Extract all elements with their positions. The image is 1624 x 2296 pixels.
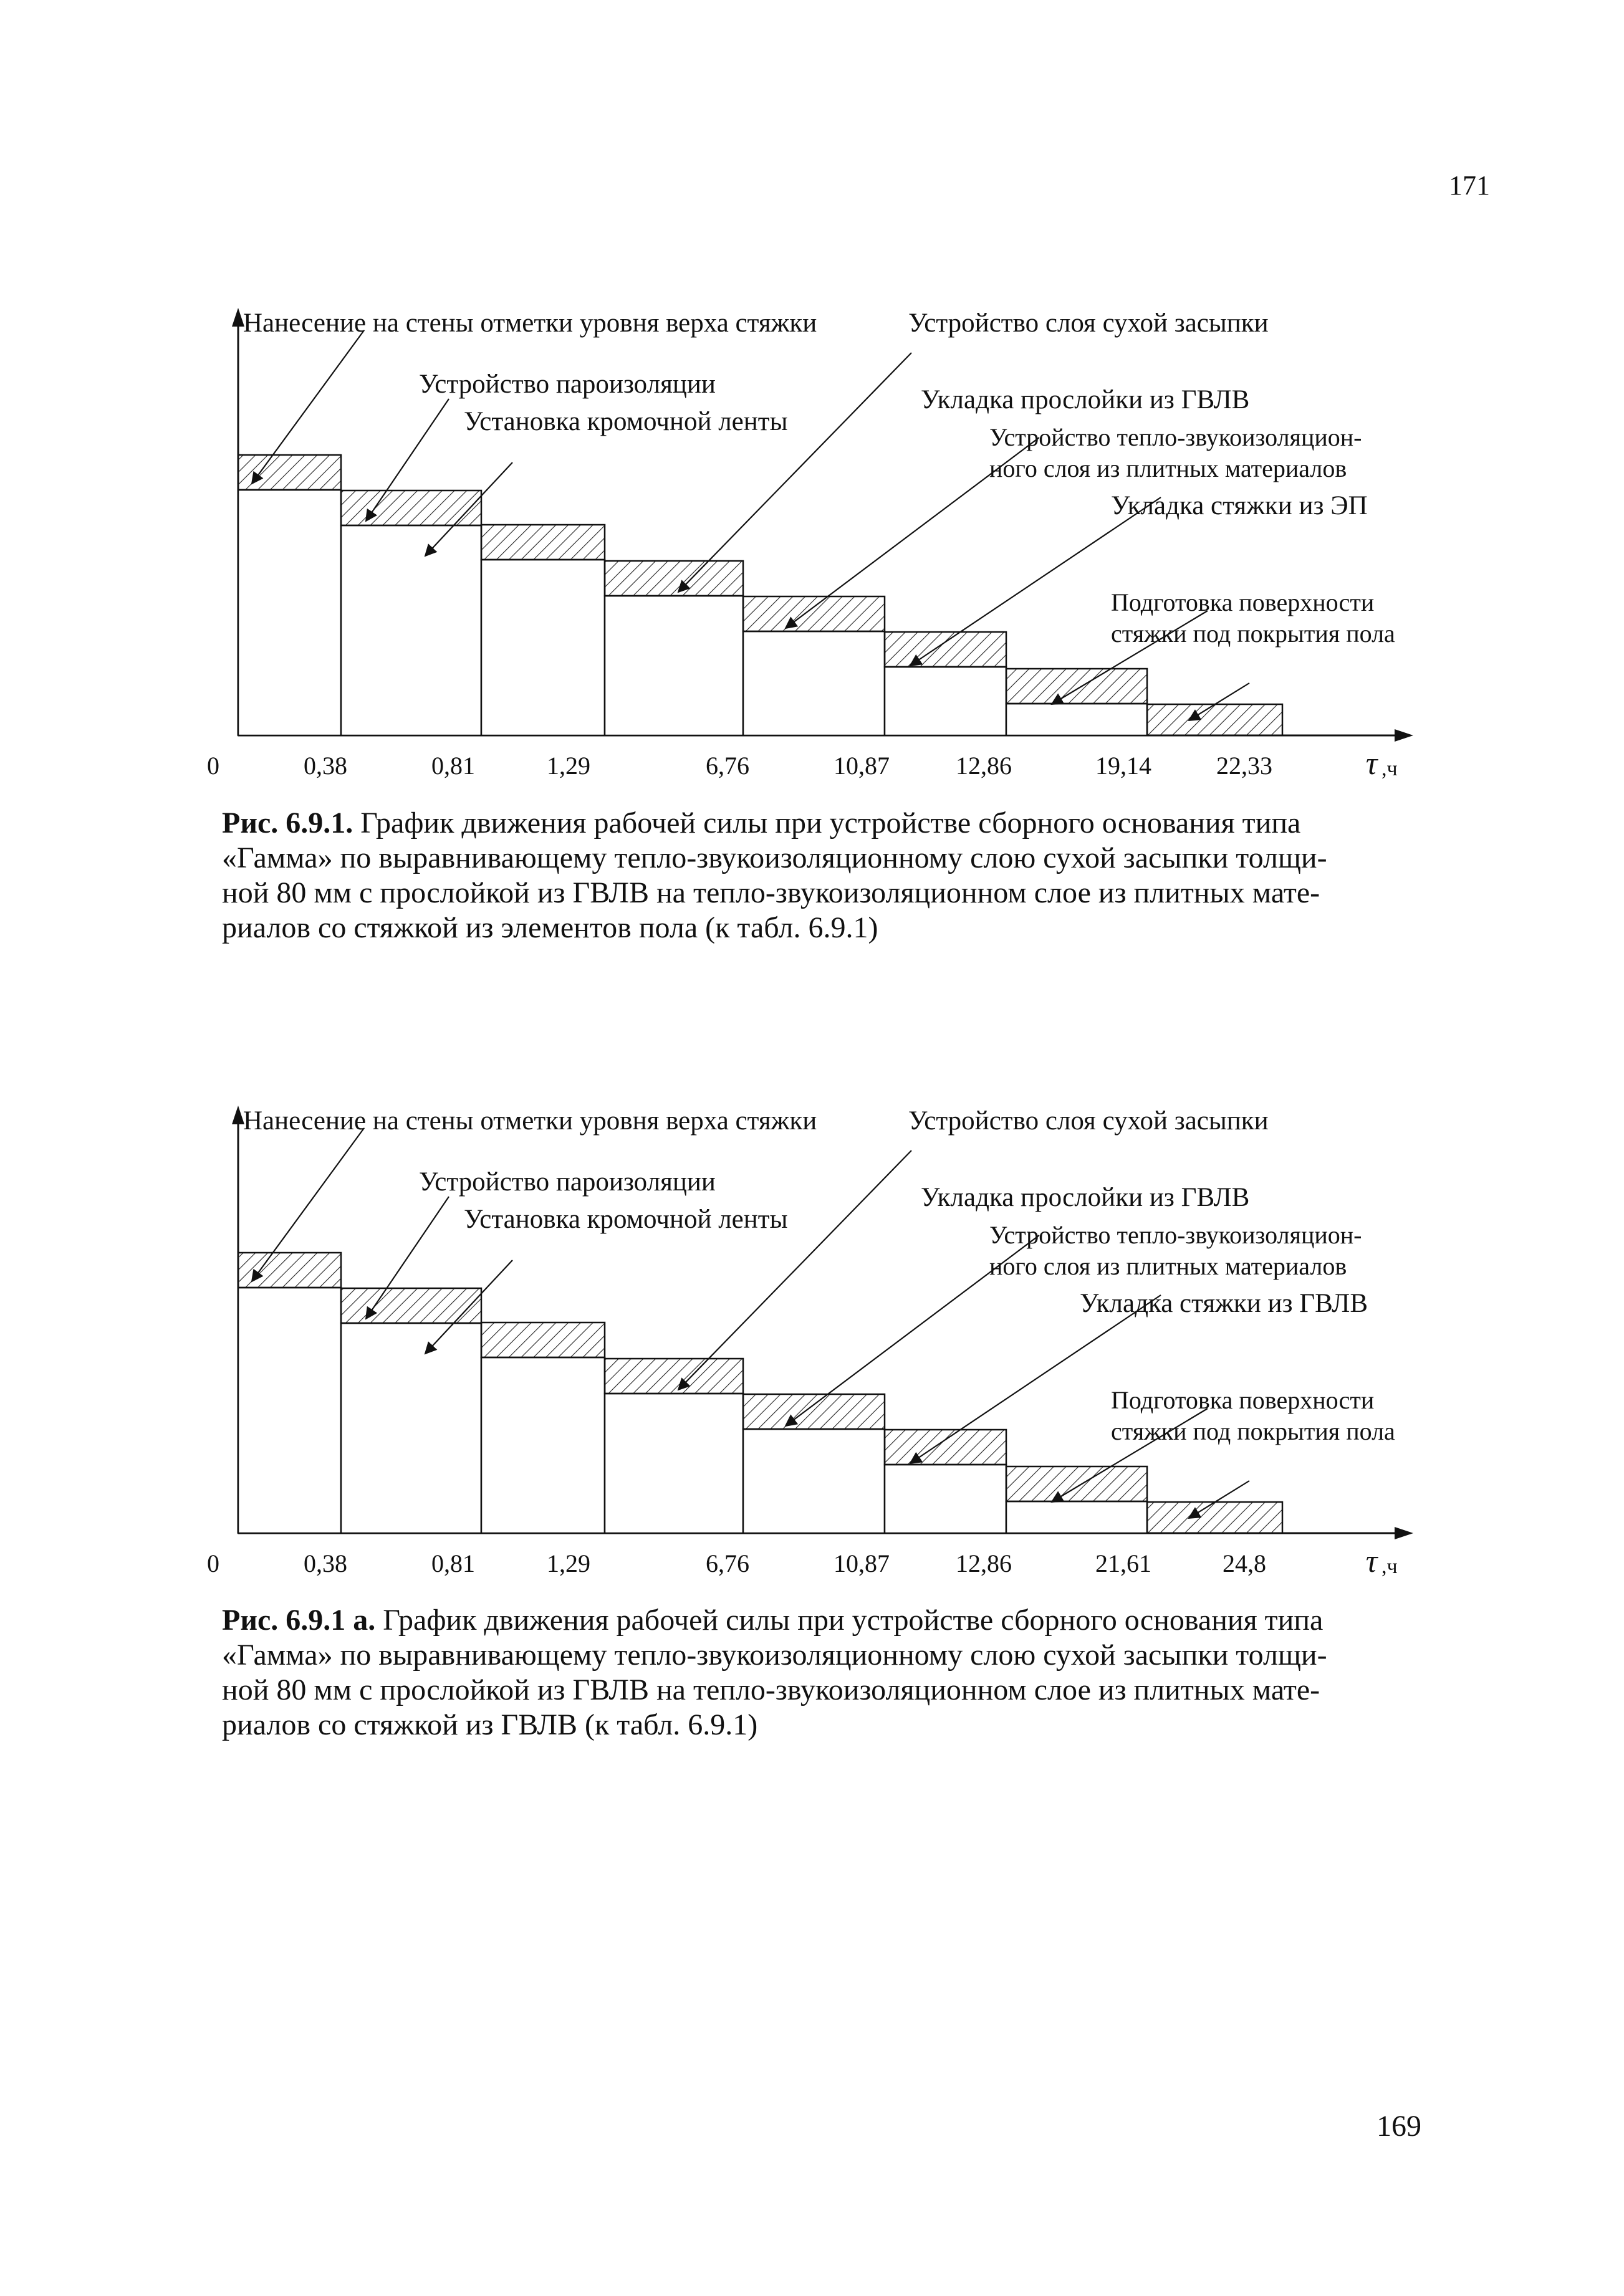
step-bar-hatched <box>743 596 885 631</box>
caption-line: ной 80 мм с прослойкой из ГВЛВ на тепло-звукоизоляционном слое из плитных мате- <box>222 1673 1320 1706</box>
label-prep-line1: Подготовка поверхности <box>1111 1386 1375 1414</box>
step-bar <box>1006 704 1147 735</box>
x-axis-arrow-icon <box>1395 1527 1413 1539</box>
label-marking: Нанесение на стены отметки уровня верха стяжки <box>243 1106 817 1136</box>
x-tick-label: 1,29 <box>547 1549 590 1577</box>
step-bar <box>238 490 341 735</box>
step-bar-hatched <box>238 1253 341 1288</box>
x-tick-label: 0,81 <box>431 752 475 780</box>
step-bar-hatched <box>743 1394 885 1429</box>
x-tick-label: 24,8 <box>1223 1549 1266 1577</box>
step-bar-hatched <box>1147 704 1282 735</box>
x-axis-arrow-icon <box>1395 729 1413 742</box>
label-screed: Укладка стяжки из ГВЛВ <box>1080 1289 1368 1318</box>
caption-line: График движения рабочей силы при устройстве сборного основания типа <box>360 806 1301 839</box>
y-axis-arrow-icon <box>232 308 244 327</box>
caption-line: риалов со стяжкой из ГВЛВ (к табл. 6.9.1) <box>222 1708 758 1741</box>
step-bar <box>1006 1501 1147 1533</box>
label-vapor-barrier: Устройство пароизоляции <box>419 370 716 399</box>
step-bar-hatched <box>605 561 743 596</box>
label-prep-line1: Подготовка поверхности <box>1111 588 1375 616</box>
label-insulation-line2: ного слоя из плитных материалов <box>989 1252 1347 1280</box>
y-axis-arrow-icon <box>232 1106 244 1124</box>
step-bar <box>605 1394 743 1533</box>
step-bar-hatched <box>341 1288 481 1323</box>
label-gvlv-layer: Укладка прослойки из ГВЛВ <box>921 385 1250 414</box>
caption-line: «Гамма» по выравнивающему тепло-звукоизоляционному слою сухой засыпки толщи- <box>222 1638 1327 1672</box>
label-insulation-line1: Устройство тепло-звукоизоляцион- <box>989 423 1362 451</box>
caption-line: риалов со стяжкой из элементов пола (к табл. 6.9.1) <box>222 911 878 944</box>
page-number-top: 171 <box>1449 170 1490 201</box>
step-bar <box>341 525 481 735</box>
step-bar-hatched <box>341 490 481 525</box>
step-bar <box>481 560 605 735</box>
x-axis-unit: ,ч <box>1381 757 1398 780</box>
label-marking: Нанесение на стены отметки уровня верха стяжки <box>243 309 817 338</box>
step-bar <box>605 596 743 735</box>
x-axis-unit: ,ч <box>1381 1555 1398 1578</box>
step-chart-svg <box>206 1097 1453 1614</box>
step-chart-svg <box>206 299 1453 816</box>
chart-figure-2 <box>206 1097 1453 1614</box>
caption-line: «Гамма» по выравнивающему тепло-звукоизоляционному слою сухой засыпки толщи- <box>222 841 1327 874</box>
x-tick-label: 0,81 <box>431 1549 475 1577</box>
x-tick-label: 0,38 <box>304 1549 347 1577</box>
label-dry-fill: Устройство слоя сухой засыпки <box>908 1106 1269 1136</box>
x-tick-label: 10,87 <box>834 1549 890 1577</box>
step-bar-hatched <box>1147 1502 1282 1533</box>
caption-figure-1 <box>222 806 1425 945</box>
step-bar <box>341 1323 481 1533</box>
step-bar-hatched <box>1006 669 1147 704</box>
x-tick-label: 10,87 <box>834 752 890 780</box>
x-axis-tau-symbol: τ <box>1365 1544 1378 1579</box>
label-edge-tape: Установка кромочной ленты <box>464 1205 788 1234</box>
x-tick-label: 22,33 <box>1216 752 1272 780</box>
step-bar-hatched <box>481 525 605 560</box>
x-tick-label: 0,38 <box>304 752 347 780</box>
label-prep-line2: стяжки под покрытия пола <box>1111 619 1395 648</box>
label-prep-line2: стяжки под покрытия пола <box>1111 1417 1395 1445</box>
label-edge-tape: Установка кромочной ленты <box>464 407 788 436</box>
x-tick-label-zero: 0 <box>207 752 219 780</box>
step-bar-hatched <box>605 1359 743 1394</box>
x-tick-label-zero: 0 <box>207 1549 219 1577</box>
label-insulation-line2: ного слоя из плитных материалов <box>989 454 1347 482</box>
step-bar <box>743 631 885 735</box>
label-vapor-barrier: Устройство пароизоляции <box>419 1167 716 1197</box>
label-dry-fill: Устройство слоя сухой засыпки <box>908 309 1269 338</box>
step-bar-hatched <box>885 1430 1006 1465</box>
caption-label: Рис. 6.9.1. <box>222 806 353 839</box>
label-insulation-line1: Устройство тепло-звукоизоляцион- <box>989 1221 1362 1249</box>
page-number-bottom: 169 <box>1377 2110 1421 2143</box>
label-gvlv-layer: Укладка прослойки из ГВЛВ <box>921 1183 1250 1212</box>
step-bar-hatched <box>238 455 341 490</box>
x-tick-label: 12,86 <box>956 752 1012 780</box>
chart-figure-1 <box>206 299 1453 816</box>
step-bar <box>885 1465 1006 1533</box>
step-bar-hatched <box>1006 1466 1147 1501</box>
x-tick-label: 6,76 <box>706 752 749 780</box>
caption-figure-2 <box>222 1603 1425 1743</box>
step-bar <box>238 1288 341 1533</box>
step-bar <box>743 1429 885 1533</box>
x-tick-label: 1,29 <box>547 752 590 780</box>
label-screed: Укладка стяжки из ЭП <box>1111 491 1368 520</box>
x-axis-tau-symbol: τ <box>1365 746 1378 782</box>
x-tick-label: 21,61 <box>1095 1549 1151 1577</box>
step-bar <box>885 667 1006 735</box>
x-tick-label: 19,14 <box>1095 752 1151 780</box>
caption-line: ной 80 мм с прослойкой из ГВЛВ на тепло-звукоизоляционном слое из плитных мате- <box>222 876 1320 909</box>
step-bar-hatched <box>885 632 1006 667</box>
caption-line: График движения рабочей силы при устройстве сборного основания типа <box>383 1604 1324 1637</box>
x-tick-label: 12,86 <box>956 1549 1012 1577</box>
caption-label: Рис. 6.9.1 а. <box>222 1604 376 1637</box>
step-bar <box>481 1357 605 1533</box>
x-tick-label: 6,76 <box>706 1549 749 1577</box>
step-bar-hatched <box>481 1323 605 1357</box>
